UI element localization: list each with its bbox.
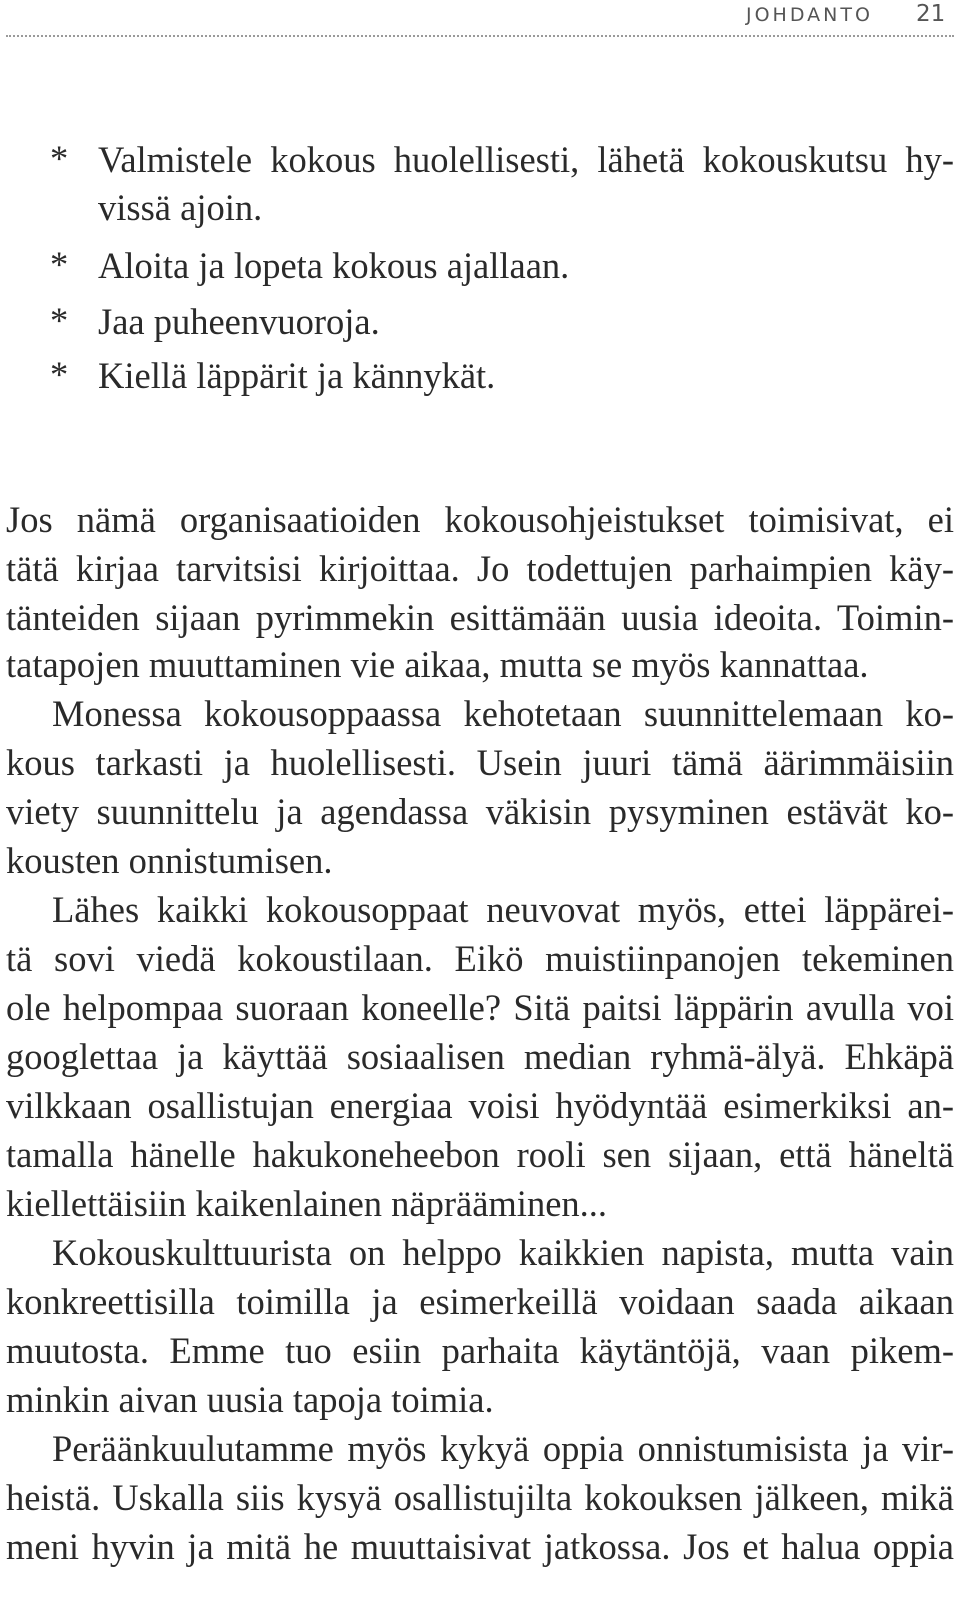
body-line: muutosta. Emme tuo esiin parhaita käytäntöjä, vaan pikem- [6,1330,954,1371]
body-line: heistä. Uskalla siis kysyä osallistujilta kokouksen jälkeen, mikä [6,1477,954,1518]
bullet-text-line: Jaa puheenvuoroja. [98,301,380,342]
bullet-text-line: vissä ajoin. [98,187,263,228]
body-line: konkreettisilla toimilla ja esimerkeillä voidaan saada aikaan [6,1281,954,1322]
body-line: tatapojen muuttaminen vie aikaa, mutta se myös kannattaa. [6,644,869,685]
body-line: minkin aivan uusia tapoja toimia. [6,1379,494,1420]
body-line: googlettaa ja käyttää sosiaalisen median ryhmä-älyä. Ehkäpä [6,1036,954,1077]
body-line: tä sovi viedä kokoustilaan. Eikö muistiinpanojen tekeminen [6,938,954,979]
header-dotted-rule [6,35,954,37]
body-line: Lähes kaikki kokousoppaat neuvovat myös, ettei läppärei- [52,889,954,930]
body-line: tänteiden sijaan pyrimmekin esittämään uusia ideoita. Toimin- [6,597,954,638]
body-line: kousten onnistumisen. [6,840,333,881]
body-line: kous tarkasti ja huolellisesti. Usein juuri tämä äärimmäisiin [6,742,954,783]
body-line: tamalla hänelle hakukoneheebon rooli sen sijaan, että häneltä [6,1134,954,1175]
bullet-text-line: Valmistele kokous huolellisesti, lähetä kokouskutsu hy- [98,139,954,180]
bullet-marker: * [50,300,69,341]
page-number: 21 [916,1,946,27]
body-line: Jos nämä organisaatioiden kokousohjeistukset toimisivat, ei [6,499,954,540]
body-line: ole helpompaa suoraan koneelle? Sitä paitsi läppärin avulla voi [6,987,954,1028]
body-line: viety suunnittelu ja agendassa väkisin pysyminen estävät ko- [6,791,954,832]
body-line: Peräänkuulutamme myös kykyä oppia onnistumisista ja vir- [52,1428,954,1469]
body-line: tätä kirjaa tarvitsisi kirjoittaa. Jo todettujen parhaimpien käy- [6,548,954,589]
running-header [0,0,960,36]
body-line: Monessa kokousoppaassa kehotetaan suunnittelemaan ko- [52,693,954,734]
bullet-marker: * [50,354,69,395]
body-line: meni hyvin ja mitä he muuttaisivat jatkossa. Jos et halua oppia [6,1526,954,1567]
body-line: Kokouskulttuurista on helppo kaikkien napista, mutta vain [52,1232,954,1273]
bullet-text-line: Kiellä läppärit ja kännykät. [98,355,496,396]
body-line: vilkkaan osallistujan energiaa voisi hyödyntää esimerkiksi an- [6,1085,954,1126]
body-line: kiellettäisiin kaikenlainen näprääminen... [6,1183,608,1224]
bullet-marker: * [50,138,69,179]
bullet-marker: * [50,244,69,285]
section-title: JOHDANTO [746,4,873,26]
bullet-text-line: Aloita ja lopeta kokous ajallaan. [98,245,570,286]
